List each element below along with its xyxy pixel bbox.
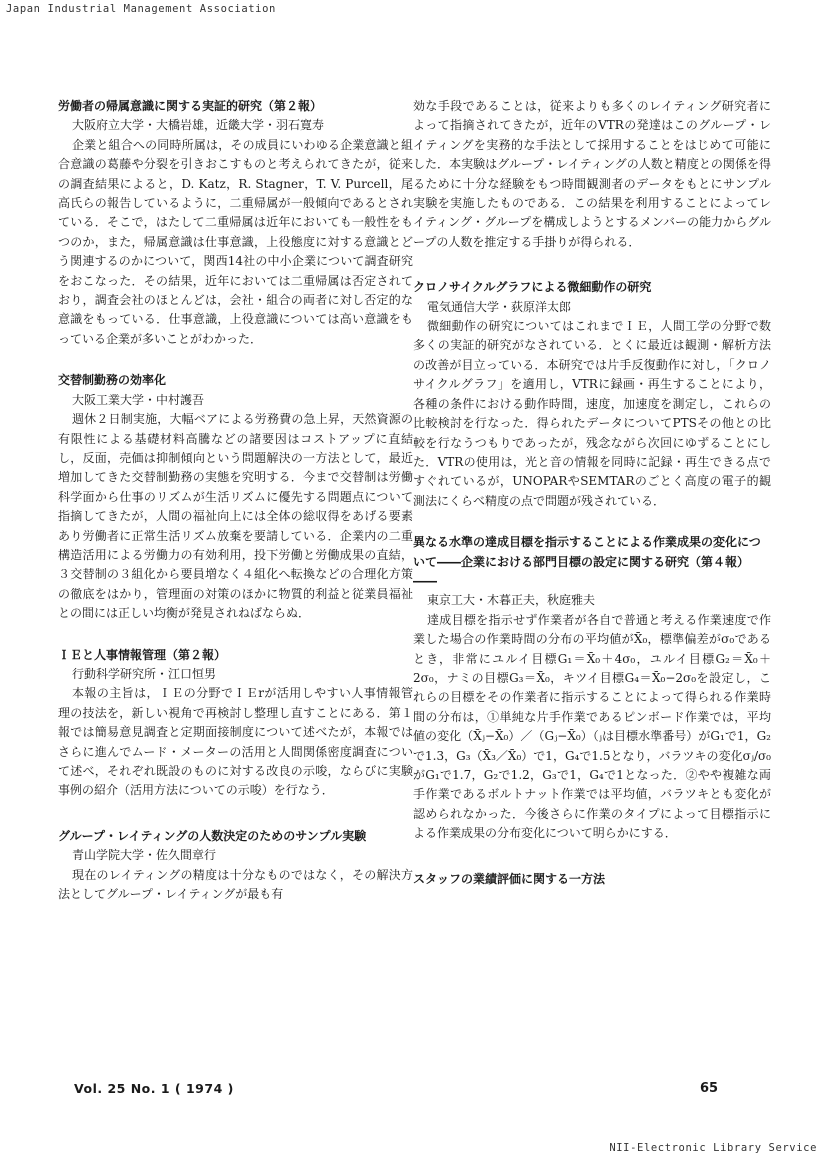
library-service-footer: NII-Electronic Library Service bbox=[609, 1142, 817, 1154]
article-body: 効な手段であることは，従来よりも多くのレイティング研究者によって指摘されてきたが，近年のVTRの発達はこのグループ・レイティングを実務的な手法として採用することをはじめて可能にした．本実験はグループ・レイティングの人数と精度との関係を得るために十分な経験をもつ時間観測者のデータをもとにサンプル実験を実施したものである．この結果を利用することによってレイティング・グループを構成しようとするメンバーの能力からグループの人数を推定する手掛りが得られる． bbox=[413, 99, 771, 249]
article-title: 異なる水準の達成目標を指示することによる作業成果の変化について――企業における部門目標の設定に関する研究（第４報）―― bbox=[413, 535, 761, 588]
article-title: スタッフの業績評価に関する一方法 bbox=[413, 871, 606, 886]
article-body: 企業と組合への同時所属は，その成員にいわゆる企業意識と組合意識の葛藤や分裂を引きおこすものと考えられてきたが，従来の調査結果によると，D. Katz，R. Stagner，T. V. Purcell，尾高氏らの報告しているように，二重帰属が一般傾向であるとされている．そこで，はたして二重帰属は近年においても一般性をもつのか，また，帰属意識は仕事意識，上役態度に対する意識とどう関連するのかについて，関西14社の中小企業について調査研究をおこなった．その結果，近年においては二重帰属は否定されており，調査会社のほとんどは，会社・組合の両者に対し否定的な意識をもっている．仕事意識，上役意識については高い意識をもっている企業が多いことがわかった． bbox=[58, 137, 413, 346]
article-authors: 電気通信大学・荻原洋太郎 bbox=[427, 299, 572, 314]
article-authors: 行動科学研究所・江口恒男 bbox=[72, 666, 217, 681]
article-chronocyclegraph bbox=[413, 278, 771, 511]
left-column bbox=[58, 97, 413, 904]
article-body: 達成目標を指示せず作業者が各自で普通と考える作業速度で作業した場合の作業時間の分布の平均値がX̄₀，標準偏差がσ₀であるとき，非常にユルイ目標G₁＝X̄₀＋4σ₀，ユルイ目標G₂＝X̄₀＋2σ₀，ナミの目標G₃＝X̄₀，キツイ目標G₄＝X̄₀−2σ₀を設定し，これらの目標をその作業者に指示することによって得られる作業時間の分布は，①単純な片手作業であるピンボード作業では，平均値の変化（X̄ⱼ−X̄₀）／（Gⱼ−X̄₀）（ⱼは目標水準番号）がG₁で1，G₂で1.3，G₃（X̄₃／X̄₀）で1，G₄で1.5となり，バラツキの変化σⱼ/σ₀がG₁で1.7，G₂で1.2，G₃で1，G₄で1となった．②やや複雑な両手作業であるボルトナット作業では平均値，バラツキとも変化が認められなかった．今後さらに作業のタイプによって目標指示による作業成果の分布変化について明らかにする． bbox=[413, 612, 771, 841]
article-group-rating-continued bbox=[413, 97, 771, 252]
page-number: 65 bbox=[700, 1081, 719, 1096]
article-authors: 東京工大・木暮正夫，秋庭雅夫 bbox=[427, 593, 596, 608]
article-shift-work bbox=[58, 371, 413, 623]
article-title: ＩＥと人事情報管理（第２報） bbox=[58, 647, 227, 662]
article-authors: 青山学院大学・佐久間章行 bbox=[72, 848, 217, 863]
article-title: 交替制勤務の効率化 bbox=[58, 373, 167, 388]
right-column bbox=[413, 97, 771, 889]
archive-header: Japan Industrial Management Association bbox=[6, 3, 276, 15]
article-ie-personnel-info bbox=[58, 646, 413, 801]
article-title: 労働者の帰属意識に関する実証的研究（第２報） bbox=[58, 99, 323, 113]
article-achievement-goals bbox=[413, 533, 771, 844]
article-authors: 大阪府立大学・大橋岩雄，近畿大学・羽石寛寿 bbox=[72, 118, 325, 133]
article-staff-evaluation bbox=[413, 870, 771, 889]
article-body: 本報の主旨は，ＩＥの分野でＩＥrが活用しやすい人事情報管理の技法を，新しい視角で再検討し整理し直すことにある．第１報では簡易意見調査と定期面接制度について述べたが，本報ではさらに進んでムード・メーターの活用と人間関係密度調査について述べ，それぞれ既設のものに対する改良の示唆，ならびに実験事例の紹介（活用方法についての示唆）を行なう． bbox=[58, 686, 413, 798]
article-worker-belonging bbox=[58, 97, 413, 349]
article-authors: 大阪工業大学・中村護吾 bbox=[72, 392, 205, 407]
article-title: クロノサイクルグラフによる微細動作の研究 bbox=[413, 280, 652, 295]
article-group-rating bbox=[58, 827, 413, 905]
volume-label: Vol. 25 No. 1 ( 1974 ) bbox=[74, 1081, 234, 1096]
article-body: 現在のレイティングの精度は十分なものではなく，その解決方法としてグループ・レイティングが最も有 bbox=[58, 867, 413, 902]
article-body: 微細動作の研究についてはこれまでＩＥ，人間工学の分野で数多くの実証的研究がなされている．とくに最近は観測・解析方法の改善が目立っている．本研究では片手反復動作に対し，「クロノサイクルグラフ」を適用し，VTRに録画・再生することにより，各種の条件における動作時間，速度，加速度を測定し，これらの比較検討を行なった．得られたデータについてPTSその他との比較を行なうつもりであったが，残念ながら次回にゆずることにした．VTRの使用は，光と音の情報を同時に記録・再生できる点ですぐれているが，UNOPARやSEMTARのごとく高度の電子的観測法にくらべ精度の点で問題が残されている． bbox=[413, 319, 771, 508]
article-body: 週休２日制実施，大幅ベアによる労務費の急上昇，天然資源の有限性による基礎材料高騰などの諸要因はコストアップに直結し，反面，売価は抑制傾向という問題解決の一方法として，最近増加してきた交替制勤務の実態を究明する．今まで交替制は労働科学面から仕事のリズムが生活リズムに優先する問題点について指摘してきたが，人間の福祉向上には全体の総収得をあげる要素あり労働者に正常生活リズム放棄を要請している．企業内の二重構造活用による労働力の有効利用，投下労働と労働成果の直結，３交替制の３組化から要員増なく４組化へ転換などの合理化方策の徹底をはかり，管理面の対策のほかに物質的利益と従業員福祉との間には正しい均衡が発見されねばならぬ． bbox=[58, 412, 413, 621]
article-title: グループ・レイティングの人数決定のためのサンプル実験 bbox=[58, 828, 367, 843]
